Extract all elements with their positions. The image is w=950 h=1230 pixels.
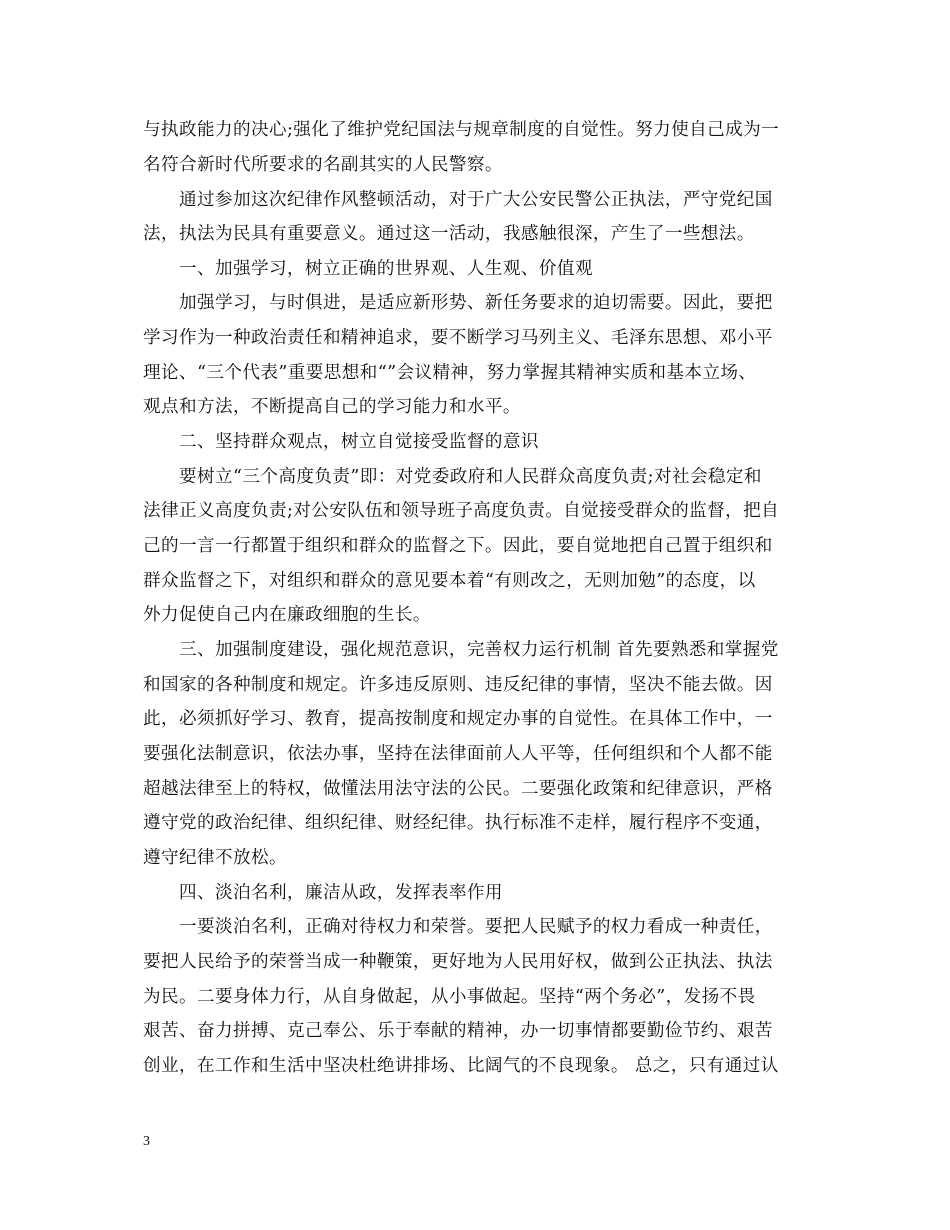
section-heading: 一、加强学习，树立正确的世界观、人生观、价值观 xyxy=(143,259,593,279)
text-line: 遵守纪律不放松。 xyxy=(143,848,287,868)
text-line: 名符合新时代所要求的名副其实的人民警察。 xyxy=(143,155,503,175)
text-line: 外力促使自己内在廉政细胞的生长。 xyxy=(143,605,431,625)
text-line: 要树立“三个高度负责”即：对党委政府和人民群众高度负责;对社会稳定和 xyxy=(143,467,762,487)
section-heading: 四、淡泊名利，廉洁从政，发挥表率作用 xyxy=(143,883,503,903)
text-line: 创业，在工作和生活中坚决杜绝讲排场、比阔气的不良现象。 总之，只有通过认 xyxy=(143,1056,779,1076)
text-line: 此，必须抓好学习、教育，提高按制度和规定办事的自觉性。在具体工作中，一 xyxy=(143,709,773,729)
text-line: 要把人民给予的荣誉当成一种鞭策，更好地为人民用好权，做到公正执法、执法 xyxy=(143,952,773,972)
text-line: 法，执法为民具有重要意义。通过这一活动，我感触很深，产生了一些想法。 xyxy=(143,224,755,244)
text-line: 要强化法制意识，依法办事，坚持在法律面前人人平等，任何组织和个人都不能 xyxy=(143,744,773,764)
text-line: 学习作为一种政治责任和精神追求，要不断学习马列主义、毛泽东思想、邓小平 xyxy=(143,328,773,348)
text-line: 法律正义高度负责;对公安队伍和领导班子高度负责。自觉接受群众的监督，把自 xyxy=(143,501,780,521)
text-line: 超越法律至上的特权，做懂法用法守法的公民。二要强化政策和纪律意识，严格 xyxy=(143,779,773,799)
text-line: 与执政能力的决心;强化了维护党纪国法与规章制度的自觉性。努力使自己成为一 xyxy=(143,120,780,140)
section-heading: 三、加强制度建设，强化规范意识，完善权力运行机制 首先要熟悉和掌握党 xyxy=(143,640,779,660)
text-line: 群众监督之下，对组织和群众的意见要本着“有则改之，无则加勉”的态度，以 xyxy=(143,571,756,591)
text-line: 观点和方法，不断提高自己的学习能力和水平。 xyxy=(143,397,521,417)
section-heading: 二、坚持群众观点，树立自觉接受监督的意识 xyxy=(143,432,539,452)
text-line: 己的一言一行都置于组织和群众的监督之下。因此，要自觉地把自己置于组织和 xyxy=(143,536,773,556)
text-line: 通过参加这次纪律作风整顿活动，对于广大公安民警公正执法，严守党纪国 xyxy=(143,190,773,210)
text-line: 理论、“三个代表”重要思想和“”会议精神，努力掌握其精神实质和基本立场、 xyxy=(143,363,757,383)
text-line: 为民。二要身体力行，从自身做起，从小事做起。坚持“两个务必”，发扬不畏 xyxy=(143,987,756,1007)
text-line: 艰苦、奋力拼搏、克己奉公、乐于奉献的精神，办一切事情都要勤俭节约、艰苦 xyxy=(143,1021,773,1041)
text-line: 一要淡泊名利，正确对待权力和荣誉。要把人民赋予的权力看成一种责任， xyxy=(143,917,773,937)
page-number: 3 xyxy=(143,1134,150,1149)
text-line: 和国家的各种制度和规定。许多违反原则、违反纪律的事情，坚决不能去做。因 xyxy=(143,675,773,695)
text-line: 遵守党的政治纪律、组织纪律、财经纪律。执行标准不走样，履行程序不变通， xyxy=(143,813,773,833)
text-line: 加强学习，与时俱进，是适应新形势、新任务要求的迫切需要。因此，要把 xyxy=(143,293,773,313)
